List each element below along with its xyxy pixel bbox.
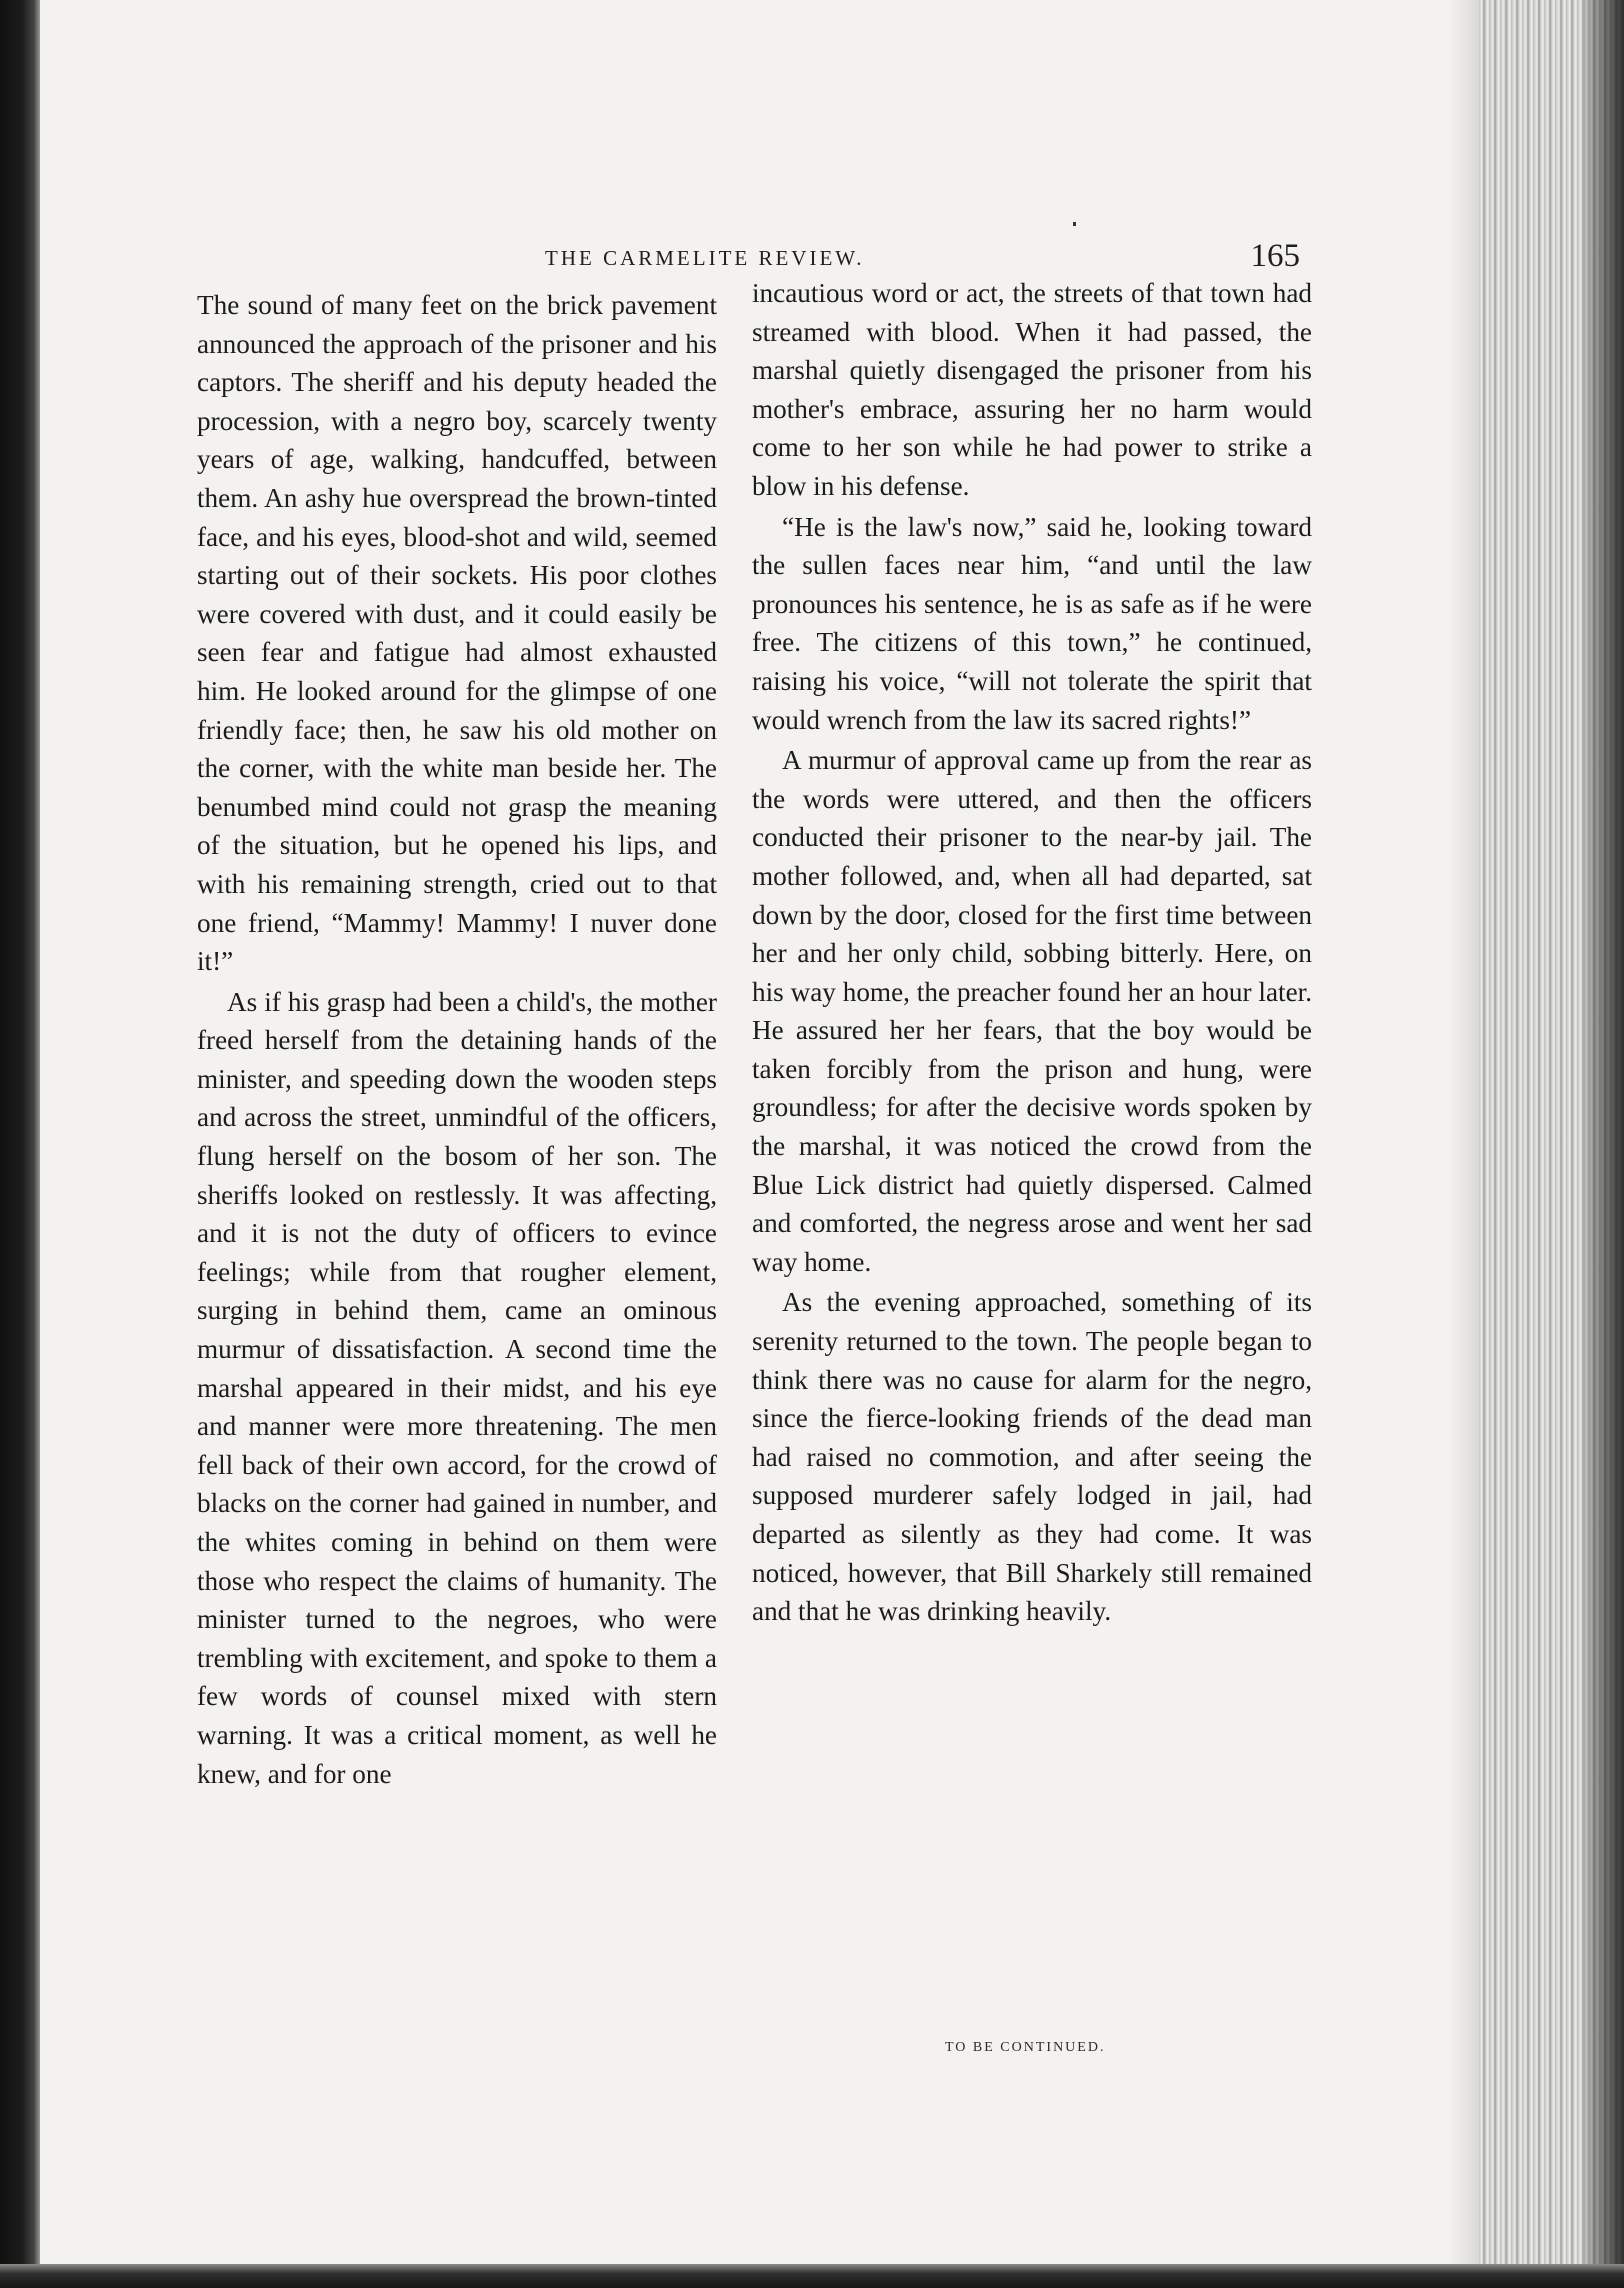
running-title: THE CARMELITE REVIEW. bbox=[545, 246, 865, 270]
to-be-continued-note: TO BE CONTINUED. bbox=[945, 2040, 1106, 2055]
paragraph: As if his grasp had been a child's, the mother freed herself from the detaining hands of the minister, and speeding down the wooden steps and across the street, unmindful of the officers, flung herself on the bosom of her son. The sheriffs looked on restlessly. It was affecting, and it is not the duty of officers to evince feelings; while from that rougher element, surging in behind them, came an ominous murmur of dissatisfaction. A second time the marshal appeared in their midst, and his eye and manner were more threatening. The men fell back of their own accord, for the crowd of blacks on the corner had gained in number, and the whites coming in behind on them were those who respect the claims of humanity. The minister turned to the negroes, who were trembling with excitement, and spoke to them a few words of counsel mixed with stern warning. It was a critical moment, as well he knew, and for one bbox=[197, 986, 717, 1789]
ink-speck bbox=[1073, 222, 1076, 226]
stacked-page-edges bbox=[1479, 0, 1624, 2288]
paragraph: incautious word or act, the streets of that town had streamed with blood. When it had passed, the marshal quietly disengaged the prisoner from his mother's embrace, assuring her no harm would come to her son while he had power to strike a blow in his defense. bbox=[752, 278, 1312, 501]
page-fold-shadow bbox=[1449, 0, 1479, 2288]
right-text-column bbox=[752, 274, 1312, 1633]
paragraph: “He is the law's now,” said he, looking toward the sullen faces near him, “and until the law pronounces his sentence, he is as safe as if he were free. The citizens of this town,” he continued, raising his voice, “will not tolerate the spirit that would wrench from the law its sacred rights!” bbox=[752, 511, 1312, 735]
book-binding-shadow bbox=[0, 0, 40, 2288]
left-text-column bbox=[197, 286, 717, 1795]
paragraph: A murmur of approval came up from the rear as the words were uttered, and then the officers conducted their prisoner to the near-by jail. The mother followed, and, when all had departed, sat down by the door, closed for the first time between her and her only child, sobbing bitterly. Here, on his way home, the preacher found her an hour later. He assured her her fears, that the boy would be taken forcibly from the prison and hung, were groundless; for after the decisive words spoken by the marshal, it was noticed the crowd from the Blue Lick district had quietly dispersed. Calmed and comforted, the negress arose and went her sad way home. bbox=[752, 745, 1312, 1277]
bottom-scan-edge bbox=[0, 2264, 1624, 2288]
paragraph bbox=[752, 1283, 1312, 1630]
page-number: 165 bbox=[1250, 238, 1300, 274]
paragraph-main: As the evening approached, something of its serenity returned to the town. The people began to think there was no cause for alarm for the negro, since the fierce-looking friends of the dead man had raised no commotion, and after seeing the bbox=[752, 1287, 1312, 1472]
paragraph-tail: supposed murderer safely lodged in jail, had departed as silently as they had come. It was noticed, however, that Bill Sharkely still remained and that he was drinking heavily. bbox=[752, 1480, 1312, 1627]
paragraph: The sound of many feet on the brick pavement announced the approach of the prisoner and his captors. The sheriff and his deputy headed the procession, with a negro boy, scarcely twenty years of age, walking, handcuffed, between them. An ashy hue overspread the brown-tinted face, and his eyes, blood-shot and wild, seemed starting out of their sockets. His poor clothes were covered with dust, and it could easily be seen fear and fatigue had almost exhausted him. He looked around for the glimpse of one friendly face; then, he saw his old mother on the corner, with the white man beside her. The benumbed mind could not grasp the meaning of the situation, but he opened his lips, and with his remaining strength, cried out to that one friend, “Mammy! Mammy! I nuver done it!” bbox=[197, 290, 717, 977]
